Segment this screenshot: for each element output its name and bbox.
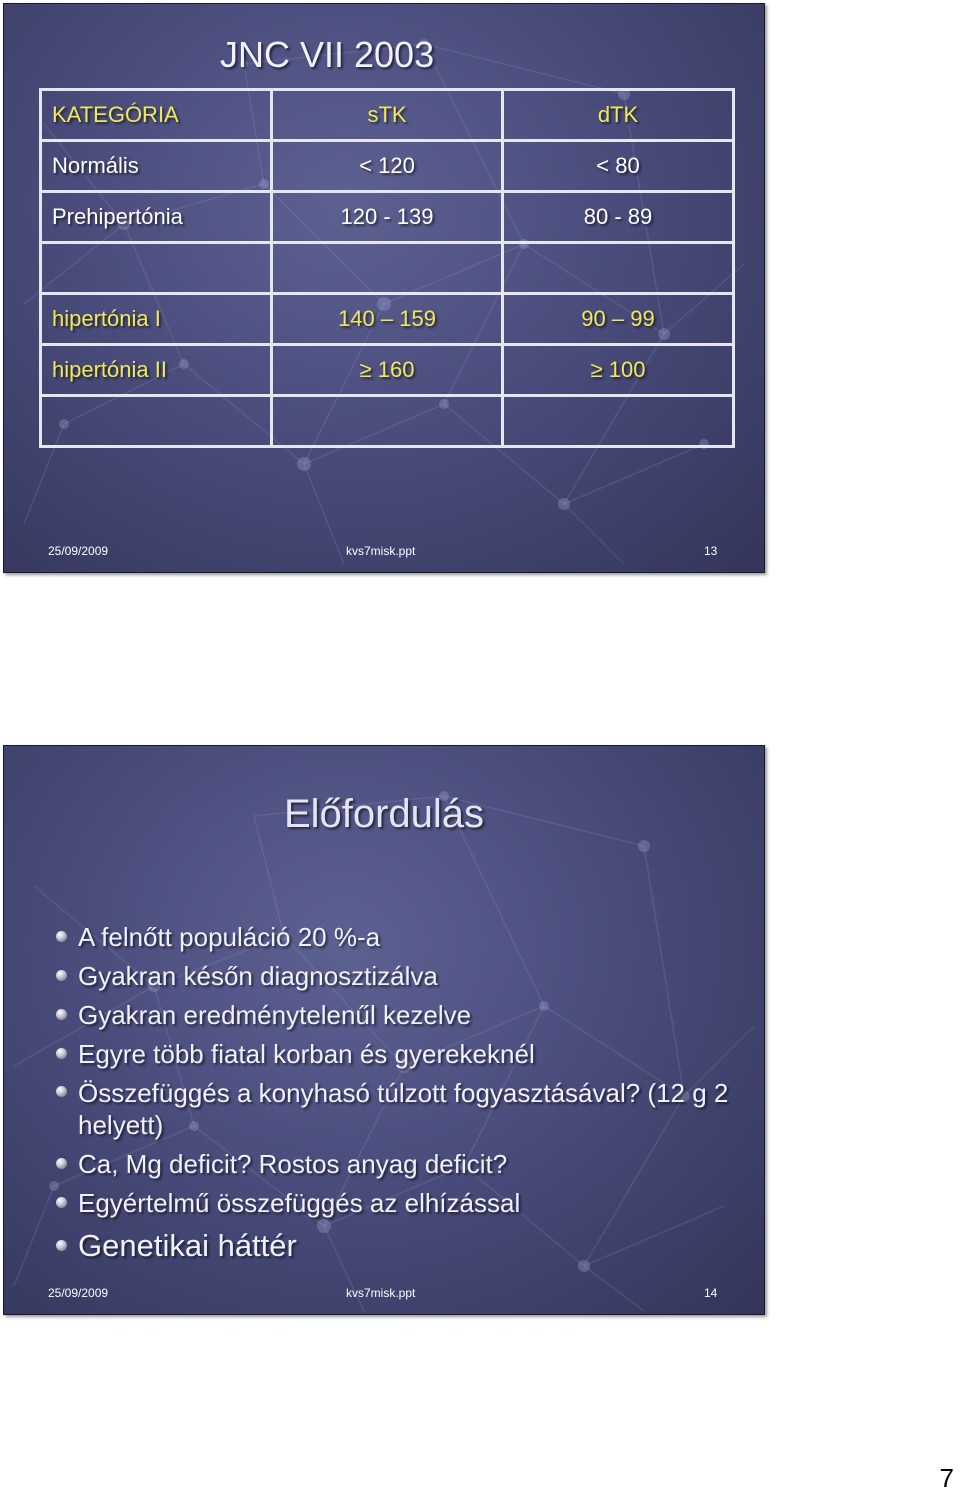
table-cell: 80 - 89 [503,192,734,243]
bullet-icon [56,1197,67,1208]
table-cell [272,243,503,294]
slide-title: JNC VII 2003 [220,34,435,75]
header-systolic: sTK [272,90,503,141]
table-cell [503,243,734,294]
table-cell: 120 - 139 [272,192,503,243]
table-row [41,192,734,243]
list-item [56,1145,756,1184]
table-cell [41,243,272,294]
table-row [41,243,734,294]
list-item-text: A felnőtt populáció 20 %-a [78,922,381,952]
list-item [56,996,756,1035]
slide-footer-date: 25/09/2009 [48,544,109,558]
bullet-icon [56,970,67,981]
list-item [56,1035,756,1074]
slide-title: Előfordulás [283,792,485,836]
slide-footer-date: 25/09/2009 [48,1286,109,1300]
table-cell: 140 – 159 [272,294,503,345]
table-cell [503,396,734,447]
slide-footer-number: 13 [704,544,718,558]
table-row [41,396,734,447]
table-cell: 90 – 99 [503,294,734,345]
list-item [56,957,756,996]
bullet-icon [56,1086,67,1097]
header-category: KATEGÓRIA [41,90,272,141]
table-cell: Prehipertónia [41,192,272,243]
bullet-list [56,918,756,1269]
slide-footer-file: kvs7misk.ppt [346,544,416,558]
table-cell: < 120 [272,141,503,192]
table-cell: < 80 [503,141,734,192]
table-cell: Normális [41,141,272,192]
list-item [56,1184,756,1223]
bullet-icon [56,1240,67,1251]
bullet-icon [56,931,67,942]
blood-pressure-table [39,88,735,448]
list-item [56,918,756,957]
table-row [41,294,734,345]
list-item-text: Gyakran eredménytelenűl kezelve [78,1000,472,1030]
table-cell [272,396,503,447]
table-header-row [41,90,734,141]
slide-footer-number: 14 [704,1286,718,1300]
list-item-text: Összefüggés a konyhasó túlzott fogyasztásával? (12 g 2 helyett) [78,1078,729,1140]
slide-footer-file: kvs7misk.ppt [346,1286,416,1300]
bullet-icon [56,1158,67,1169]
table-cell: hipertónia I [41,294,272,345]
table-cell [41,396,272,447]
table-cell: ≥ 100 [503,345,734,396]
slide-14 [3,745,765,1315]
list-item-text: Gyakran későn diagnosztizálva [78,961,438,991]
bullet-icon [56,1009,67,1020]
slide-13 [3,3,765,573]
list-item [56,1074,756,1145]
table-row [41,345,734,396]
page-number: 7 [939,1463,954,1493]
bullet-icon [56,1048,67,1059]
table-cell: hipertónia II [41,345,272,396]
list-item-text: Egyértelmű összefüggés az elhízással [78,1188,521,1218]
header-diastolic: dTK [503,90,734,141]
list-item-text: Genetikai háttér [78,1228,297,1263]
table-cell: ≥ 160 [272,345,503,396]
list-item-text: Ca, Mg deficit? Rostos anyag deficit? [78,1149,508,1179]
table-row [41,141,734,192]
list-item [56,1223,756,1269]
list-item-text: Egyre több fiatal korban és gyerekeknél [78,1039,535,1069]
